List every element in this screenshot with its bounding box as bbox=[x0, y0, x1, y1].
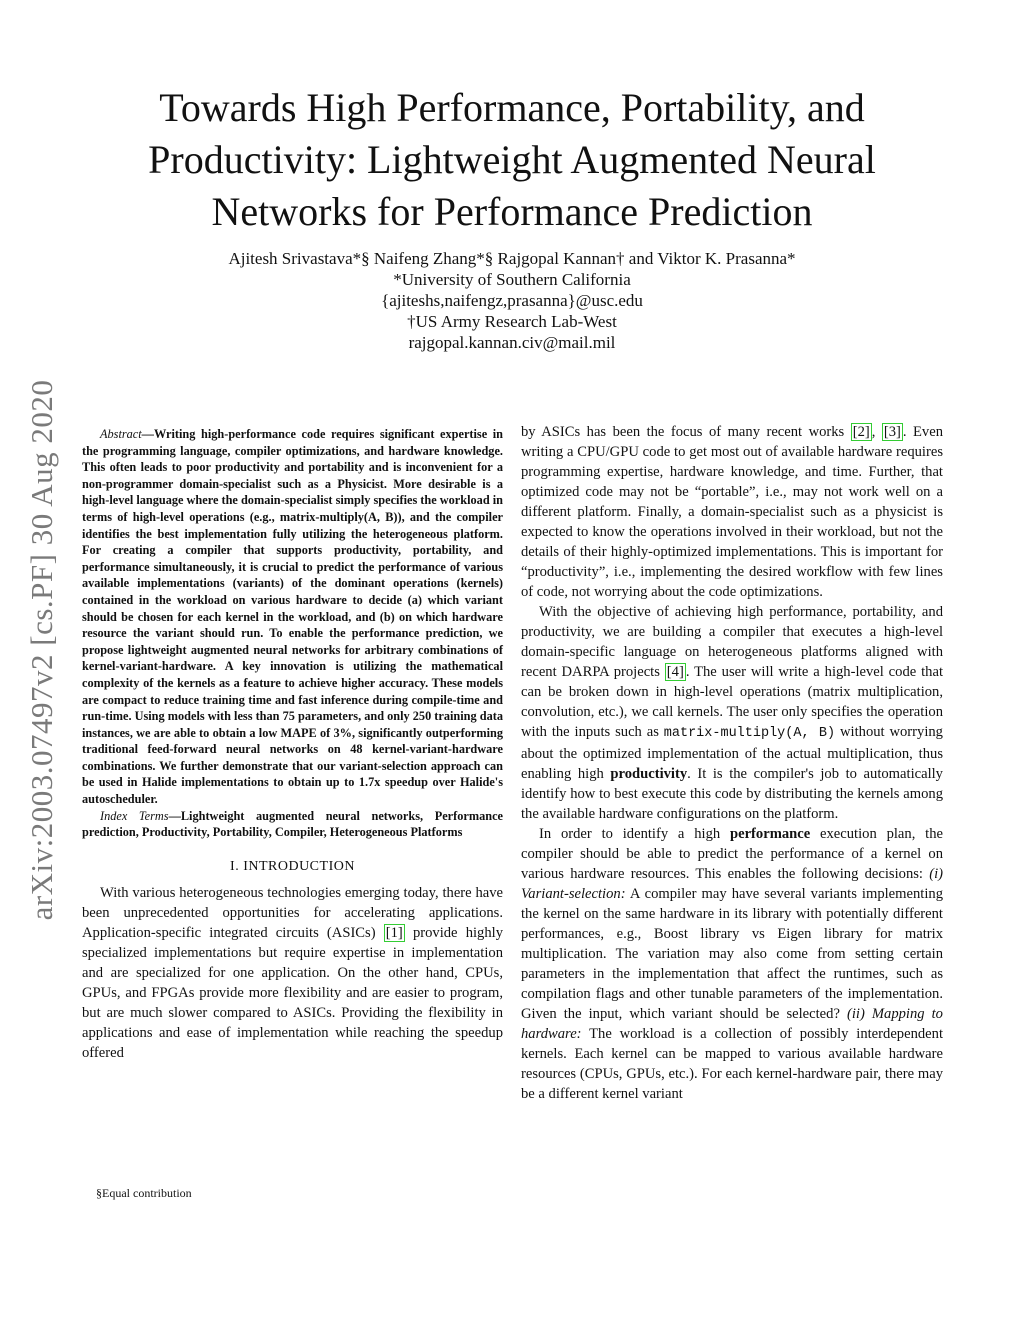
bold-performance: performance bbox=[729, 826, 811, 842]
citation-link-3[interactable]: [3] bbox=[883, 424, 901, 440]
citation-link-4[interactable]: [4] bbox=[666, 664, 684, 680]
citation-link-2[interactable]: [2] bbox=[852, 424, 870, 440]
affiliation-arl: †US Army Research Lab-West bbox=[407, 312, 617, 331]
bold-productivity: productivity bbox=[610, 766, 688, 782]
right-column bbox=[521, 422, 943, 1104]
italic-mapping-hardware: (ii) Mapping to hardware: bbox=[521, 1006, 943, 1042]
right-p2-text-b: . The user will write a high-level code that can be broken down in high-level operations (matrix multiplication, convolution, etc.), we call kernels. The user only specifies the operation with the inputs such as bbox=[521, 664, 943, 740]
right-paragraph-1 bbox=[521, 422, 943, 602]
index-terms bbox=[82, 808, 503, 841]
arxiv-sidebar bbox=[12, 340, 72, 960]
paper-title: Towards High Performance, Portability, and Productivity: Lightweight Augmented Neural Networks for Performance Prediction bbox=[148, 85, 876, 234]
italic-variant-selection: (i) Variant-selection: bbox=[521, 866, 943, 902]
right-p1-sep: , bbox=[871, 424, 882, 440]
right-p2-text-a: With the objective of achieving high performance, portability, and productivity, we are building a compiler that executes a high-level domain-specific language on heterogeneous platforms aligned with recent DARPA projects bbox=[521, 604, 943, 680]
right-paragraph-3 bbox=[521, 824, 943, 1104]
right-p2-text-d: . It is the compiler's job to automatically identify how to best execute this code by distributing the kernels among the available hardware configurations on the platform. bbox=[521, 766, 943, 822]
right-p3-text-c: A compiler may have several variants implementing the kernel on the same hardware in its library with potentially different performances, e.g., Boost library vs Eigen library for matrix multiplication. The variation may also come from setting certain parameters in the implementation that affect the runtimes, such as compilation flags and other tunable parameters of the implementation. Given the input, which variant should be selected? bbox=[521, 886, 943, 1022]
index-terms-text: —Lightweight augmented neural networks, Performance prediction, Productivity, Portability, Compiler, Heterogeneous Platforms bbox=[82, 808, 503, 840]
right-p3-text-d: The workload is a collection of possibly interdependent kernels. Each kernel can be mapped to various available hardware resources (CPUs, GPUs, etc.). For each kernel-hardware pair, there may be a different kernel variant bbox=[521, 1026, 943, 1102]
abstract bbox=[82, 426, 503, 808]
affiliation-usc: *University of Southern California bbox=[393, 270, 631, 289]
abstract-label: Abstract bbox=[100, 427, 142, 441]
section-heading-introduction: I. INTRODUCTION bbox=[230, 858, 355, 874]
code-matrix-multiply: matrix-multiply(A, B) bbox=[663, 726, 836, 741]
right-p1-text-a: by ASICs has been the focus of many recent works bbox=[521, 424, 851, 440]
left-column bbox=[82, 426, 503, 1063]
index-terms-label: Index Terms bbox=[100, 808, 169, 823]
citation-link-1[interactable]: [1] bbox=[385, 924, 403, 941]
right-p3-text-b: execution plan, the compiler should be able to predict the performance of a kernel on various hardware resources. This enables the following decisions: bbox=[521, 826, 943, 882]
abstract-text: —Writing high-performance code requires significant expertise in the programming language, compiler optimizations, and hardware knowledge. This often leads to poor productivity and portability and is inconvenient for a non-programmer domain-specialist such as a Physicist. More desirable is a high-level language where the domain-specialist simply specifies the workload in terms of high-level operations (e.g., matrix-multiply(A, B)), and the compiler identifies the best implementation fully utilizing the heterogeneous platform. For creating a compiler that supports productivity, portability, and performance simultaneously, it is crucial to predict the performance of various available implementations (variants) of the dominant operations (kernels) contained in the workload on various hardware to decide (a) which variant should be chosen for each kernel in the workload, and (b) on which hardware resource the variant should run. To enable the performance prediction, we propose lightweight augmented neural networks for arbitrary combinations of kernel-variant-hardware. A key innovation is utilizing the mathematical complexity of the kernels as a feature to achieve higher accuracy. These models are compact to reduce training time and fast inference during compile-time and run-time. Using models with less than 75 parameters, and only 250 training data instances, we are able to obtain a low MAPE of 3%, significantly outperforming traditional feed-forward neural networks on 48 kernel-variant-hardware combinations. We further demonstrate that our variant-selection approach can be used in Halide implementations to obtain up to 1.7x speedup over Halide's autoscheduler. bbox=[82, 427, 503, 807]
right-p3-text-a: In order to identify a high bbox=[539, 826, 730, 842]
right-p2-text-c: without worrying about the optimized implementation of the actual multiplication, thus enabling high bbox=[521, 724, 943, 782]
author-list: Ajitesh Srivastava*§ Naifeng Zhang*§ Rajgopal Kannan† and Viktor K. Prasanna* bbox=[228, 249, 796, 268]
author-block bbox=[120, 248, 904, 353]
right-paragraph-2 bbox=[521, 602, 943, 824]
arxiv-identifier: arXiv:2003.07497v2 [cs.PF] 30 Aug 2020 bbox=[24, 379, 59, 921]
right-p1-text-b: . Even writing a CPU/GPU code to get most out of available hardware requires programming expertise, hardware knowledge, and time. Further, that optimized code may not be “portable”, i.e., may not work well on a different platform. Finally, a domain-specialist such as a physicist is expected to know the operations involved in their workload, but not the details of their highly-optimized implementations. This is important for “productivity”, i.e., implementing the desired workflow with few lines of code, not worrying about the code optimizations. bbox=[521, 424, 943, 600]
intro-p1-text-a: With various heterogeneous technologies emerging today, there have been unprecedented opportunities for accelerating applications. Application-specific integrated circuits (ASICs) bbox=[82, 884, 503, 941]
email-usc: {ajiteshs,naifengz,prasanna}@usc.edu bbox=[381, 291, 643, 310]
footnote: §Equal contribution bbox=[96, 1186, 192, 1200]
intro-p1-text-b: provide highly specialized implementations but require expertise in implementation and are specialized for one application. On the other hand, CPUs, GPUs, and FPGAs provide more flexibility and are easier to program, but are much slower compared to ASICs. Providing the flexibility in applications and ease of implementation while reaching the speedup offered bbox=[82, 924, 503, 1061]
intro-paragraph-1 bbox=[82, 883, 503, 1063]
email-arl: rajgopal.kannan.civ@mail.mil bbox=[408, 333, 616, 352]
